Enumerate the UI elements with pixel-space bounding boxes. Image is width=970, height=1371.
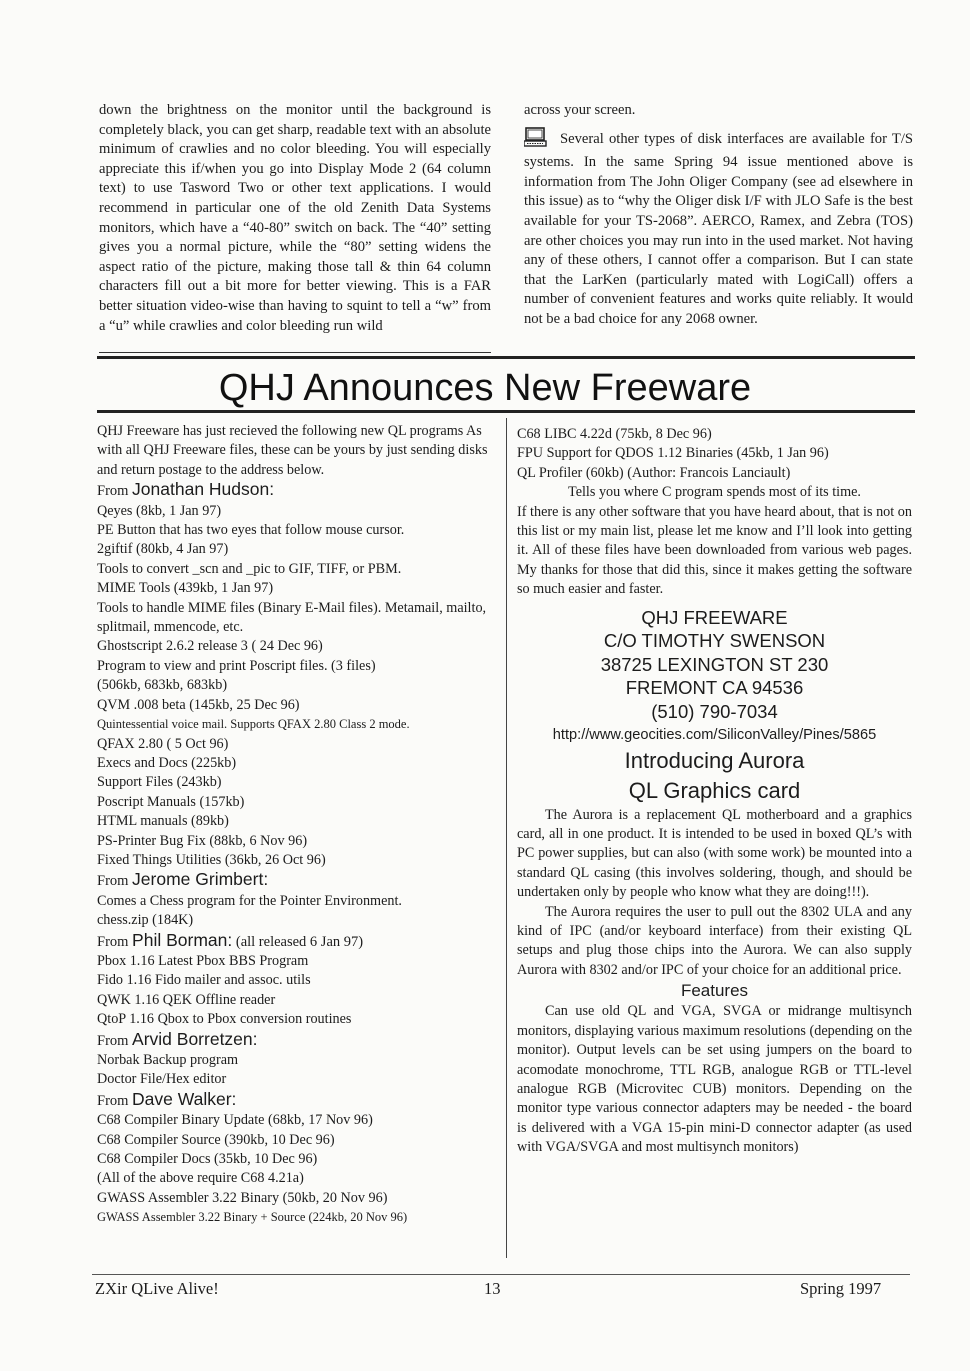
list-item: 2giftif (80kb, 4 Jan 97) bbox=[97, 541, 229, 558]
author-heading: From Phil Borman: (all released 6 Jan 97) bbox=[97, 929, 364, 950]
list-item: Execs and Docs (225kb) bbox=[97, 754, 237, 771]
list-item: Doctor File/Hex editor bbox=[97, 1071, 227, 1088]
aurora-paragraph: The Aurora requires the user to pull out the 8302 ULA and any kind of IPC (and/or keyboard interface) from their existing QL setups and plug those chips into the Aurora. We can also supply Aurora with 8302 and/or IPC of your choice for an additional price. bbox=[517, 903, 912, 978]
list-item: Fido 1.16 Fido mailer and assoc. utils bbox=[97, 972, 311, 989]
list-item: Program to view and print Poscript files. (3 files) bbox=[97, 657, 376, 674]
list-item: FPU Support for QDOS 1.12 Binaries (45kb, 1 Jan 96) bbox=[517, 445, 829, 462]
list-item: HTML manuals (89kb) bbox=[97, 813, 229, 830]
header-rule-top bbox=[97, 356, 915, 359]
list-item: QtoP 1.16 Qbox to Pbox conversion routines bbox=[97, 1011, 352, 1028]
list-item: QFAX 2.80 ( 5 Oct 96) bbox=[97, 735, 229, 752]
mailing-address bbox=[517, 606, 912, 724]
list-item: Tools to handle MIME files (Binary E-Mail files). Metamail, mailto, splitmail, mmencode, etc. bbox=[97, 599, 487, 636]
list-item: Pbox 1.16 Latest Pbox BBS Program bbox=[97, 952, 309, 969]
list-item: PE Button that has two eyes that follow mouse cursor. bbox=[97, 522, 405, 539]
list-item: QVM .008 beta (145kb, 25 Dec 96) bbox=[97, 696, 300, 713]
page-headline: QHJ Announces New Freeware bbox=[218, 367, 752, 409]
top-left-underline bbox=[99, 352, 491, 353]
aurora-subtitle: QL Graphics card bbox=[628, 777, 801, 803]
request-paragraph: If there is any other software that you have heard about, that is not on this list or my main list, please let me know and I’ll look into getting it. All of these files have been downloaded from various web pages. My thanks for those that did this, since it makes getting the software so much easier and faster. bbox=[517, 503, 912, 598]
list-item: GWASS Assembler 3.22 Binary + Source (224kb, 20 Nov 96) bbox=[97, 1210, 408, 1225]
disk-interfaces-paragraph bbox=[524, 127, 913, 330]
address-line: FREMONT CA 94536 bbox=[625, 677, 804, 699]
list-item: QL Profiler (60kb) (Author: Francois Lanciault) bbox=[517, 464, 791, 481]
list-item: C68 Compiler Binary Update (68kb, 17 Nov 96) bbox=[97, 1112, 373, 1129]
list-item: QWK 1.16 QEK Offline reader bbox=[97, 991, 276, 1008]
disk-interfaces-text: Several other types of disk interfaces are available for T/S systems. In the same Spring 94 issue mentioned above is information from The John Oliger Company (see ad elsewhere in this issue) as to “why the Oliger disk I/F with JLO Safe is the best available for your TS-2068”. AERCO, Ramex, and Zebra (TOS) are other choices you may run into in the used market. Not having any of these others, I cannot offer a comparison. But I can state that the LarKen (particularly mated with LogiCall) offers a number of convenient features and works quite reliably. It would not be a bad choice for any 2068 owner. bbox=[524, 130, 913, 327]
list-item: Norbak Backup program bbox=[97, 1052, 239, 1068]
list-item: GWASS Assembler 3.22 Binary (50kb, 20 Nov 96) bbox=[97, 1189, 388, 1206]
address-line: (510) 790-7034 bbox=[651, 701, 778, 723]
computer-icon bbox=[524, 127, 548, 154]
aurora-paragraph: The Aurora is a replacement QL motherboard and a graphics card, all in one product. It is intended to be used in boxed QL’s with PC power supplies, but can also (with some work) be mounted into a standard QL casing (this involves soldering, though, and should be undertaken only by people who know what they are doing!!!). bbox=[517, 806, 912, 901]
author-heading: From Dave Walker: bbox=[97, 1088, 237, 1109]
list-item: Ghostscript 2.6.2 release 3 ( 24 Dec 96) bbox=[97, 638, 323, 655]
freeware-right-column bbox=[517, 425, 912, 1158]
author-heading: From Jonathan Hudson: bbox=[97, 479, 275, 500]
list-item: Qeyes (8kb, 1 Jan 97) bbox=[97, 502, 222, 519]
list-item: C68 Compiler Source (390kb, 10 Dec 96) bbox=[97, 1131, 335, 1148]
header-rule-bottom bbox=[97, 410, 915, 413]
aurora-title: Introducing Aurora bbox=[624, 747, 805, 773]
top-right-column bbox=[524, 101, 913, 330]
profiler-description: Tells you where C program spends most of its time. bbox=[568, 484, 861, 501]
list-item: C68 LIBC 4.22d (75kb, 8 Dec 96) bbox=[517, 426, 712, 442]
features-paragraph: Can use old QL and VGA, SVGA or midrange multisynch monitors, displaying various maximum resolutions (depending on the monitor). Output levels can be set using jumpers on the board to acomodate monochrome, TTL RGB, analogue RGB or TTL-level analogue RGB (Microvitec CUB) monitors. Depending on the monitor type various connector adapters may be needed - the board is delivered with a VGA 15-pin mini-D connector adapter (as used with VGA/SVGA and most multisynch monitors) bbox=[517, 1003, 912, 1156]
list-item: Poscript Manuals (157kb) bbox=[97, 793, 245, 810]
address-line: 38725 LEXINGTON ST 230 bbox=[600, 653, 829, 675]
list-item: PS-Printer Bug Fix (88kb, 6 Nov 96) bbox=[97, 832, 308, 849]
intro-paragraph: QHJ Freeware has just recieved the following new QL programs As with all QHJ Freeware files, these can be yours by just sending disks and return postage to the address below. bbox=[97, 423, 488, 478]
list-item: (All of the above require C68 4.21a) bbox=[97, 1170, 304, 1187]
features-heading: Features bbox=[680, 981, 749, 1001]
list-item: Fixed Things Utilities (36kb, 26 Oct 96) bbox=[97, 851, 326, 868]
author-heading: From Arvid Borretzen: bbox=[97, 1028, 258, 1049]
footer-rule bbox=[92, 1274, 910, 1275]
list-item: Tools to convert _scn and _pic to GIF, TIFF, or PBM. bbox=[97, 560, 402, 577]
address-line: C/O TIMOTHY SWENSON bbox=[603, 630, 826, 652]
page-number: 13 bbox=[484, 1279, 501, 1298]
list-item: (506kb, 683kb, 683kb) bbox=[97, 677, 228, 694]
author-heading: From Jerome Grimbert: bbox=[97, 869, 269, 890]
column-divider bbox=[506, 418, 507, 1258]
footer-issue: Spring 1997 bbox=[800, 1279, 882, 1298]
top-left-column: down the brightness on the monitor until the background is completely black, you can get sharp, readable text with an absolute minimum of crawlies and no color bleeding. You will especially appreciate this if/when you go into Display Mode 2 (64 column text) to use Tasword Two or other text applications. I would recommend in particular one of the old Zenith Data Systems monitors, which have a “40-80” switch on back. The “40” setting gives you a normal picture, while the “80” setting widens the aspect ratio of the picture, making those tall & thin 64 column characters fill out a bit more for better viewing. This is a FAR better situation video-wise than having to squint to tell a “w” from a “u” while crawlies and color bleeding run wild bbox=[99, 102, 491, 334]
freeware-left-column bbox=[97, 422, 497, 1228]
address-line: QHJ FREEWARE bbox=[641, 606, 788, 628]
list-item: chess.zip (184K) bbox=[97, 912, 194, 929]
list-item: Comes a Chess program for the Pointer Environment. bbox=[97, 892, 402, 909]
website-url: http://www.geocities.com/SiliconValley/Pines/5865 bbox=[552, 726, 877, 743]
continued-line: across your screen. bbox=[524, 102, 636, 118]
list-item: MIME Tools (439kb, 1 Jan 97) bbox=[97, 580, 274, 597]
list-item: Support Files (243kb) bbox=[97, 774, 222, 791]
list-item: Quintessential voice mail. Supports QFAX 2.80 Class 2 mode. bbox=[97, 717, 410, 732]
list-item: C68 Compiler Docs (35kb, 10 Dec 96) bbox=[97, 1151, 318, 1168]
footer-publication: ZXir QLive Alive! bbox=[95, 1279, 219, 1298]
